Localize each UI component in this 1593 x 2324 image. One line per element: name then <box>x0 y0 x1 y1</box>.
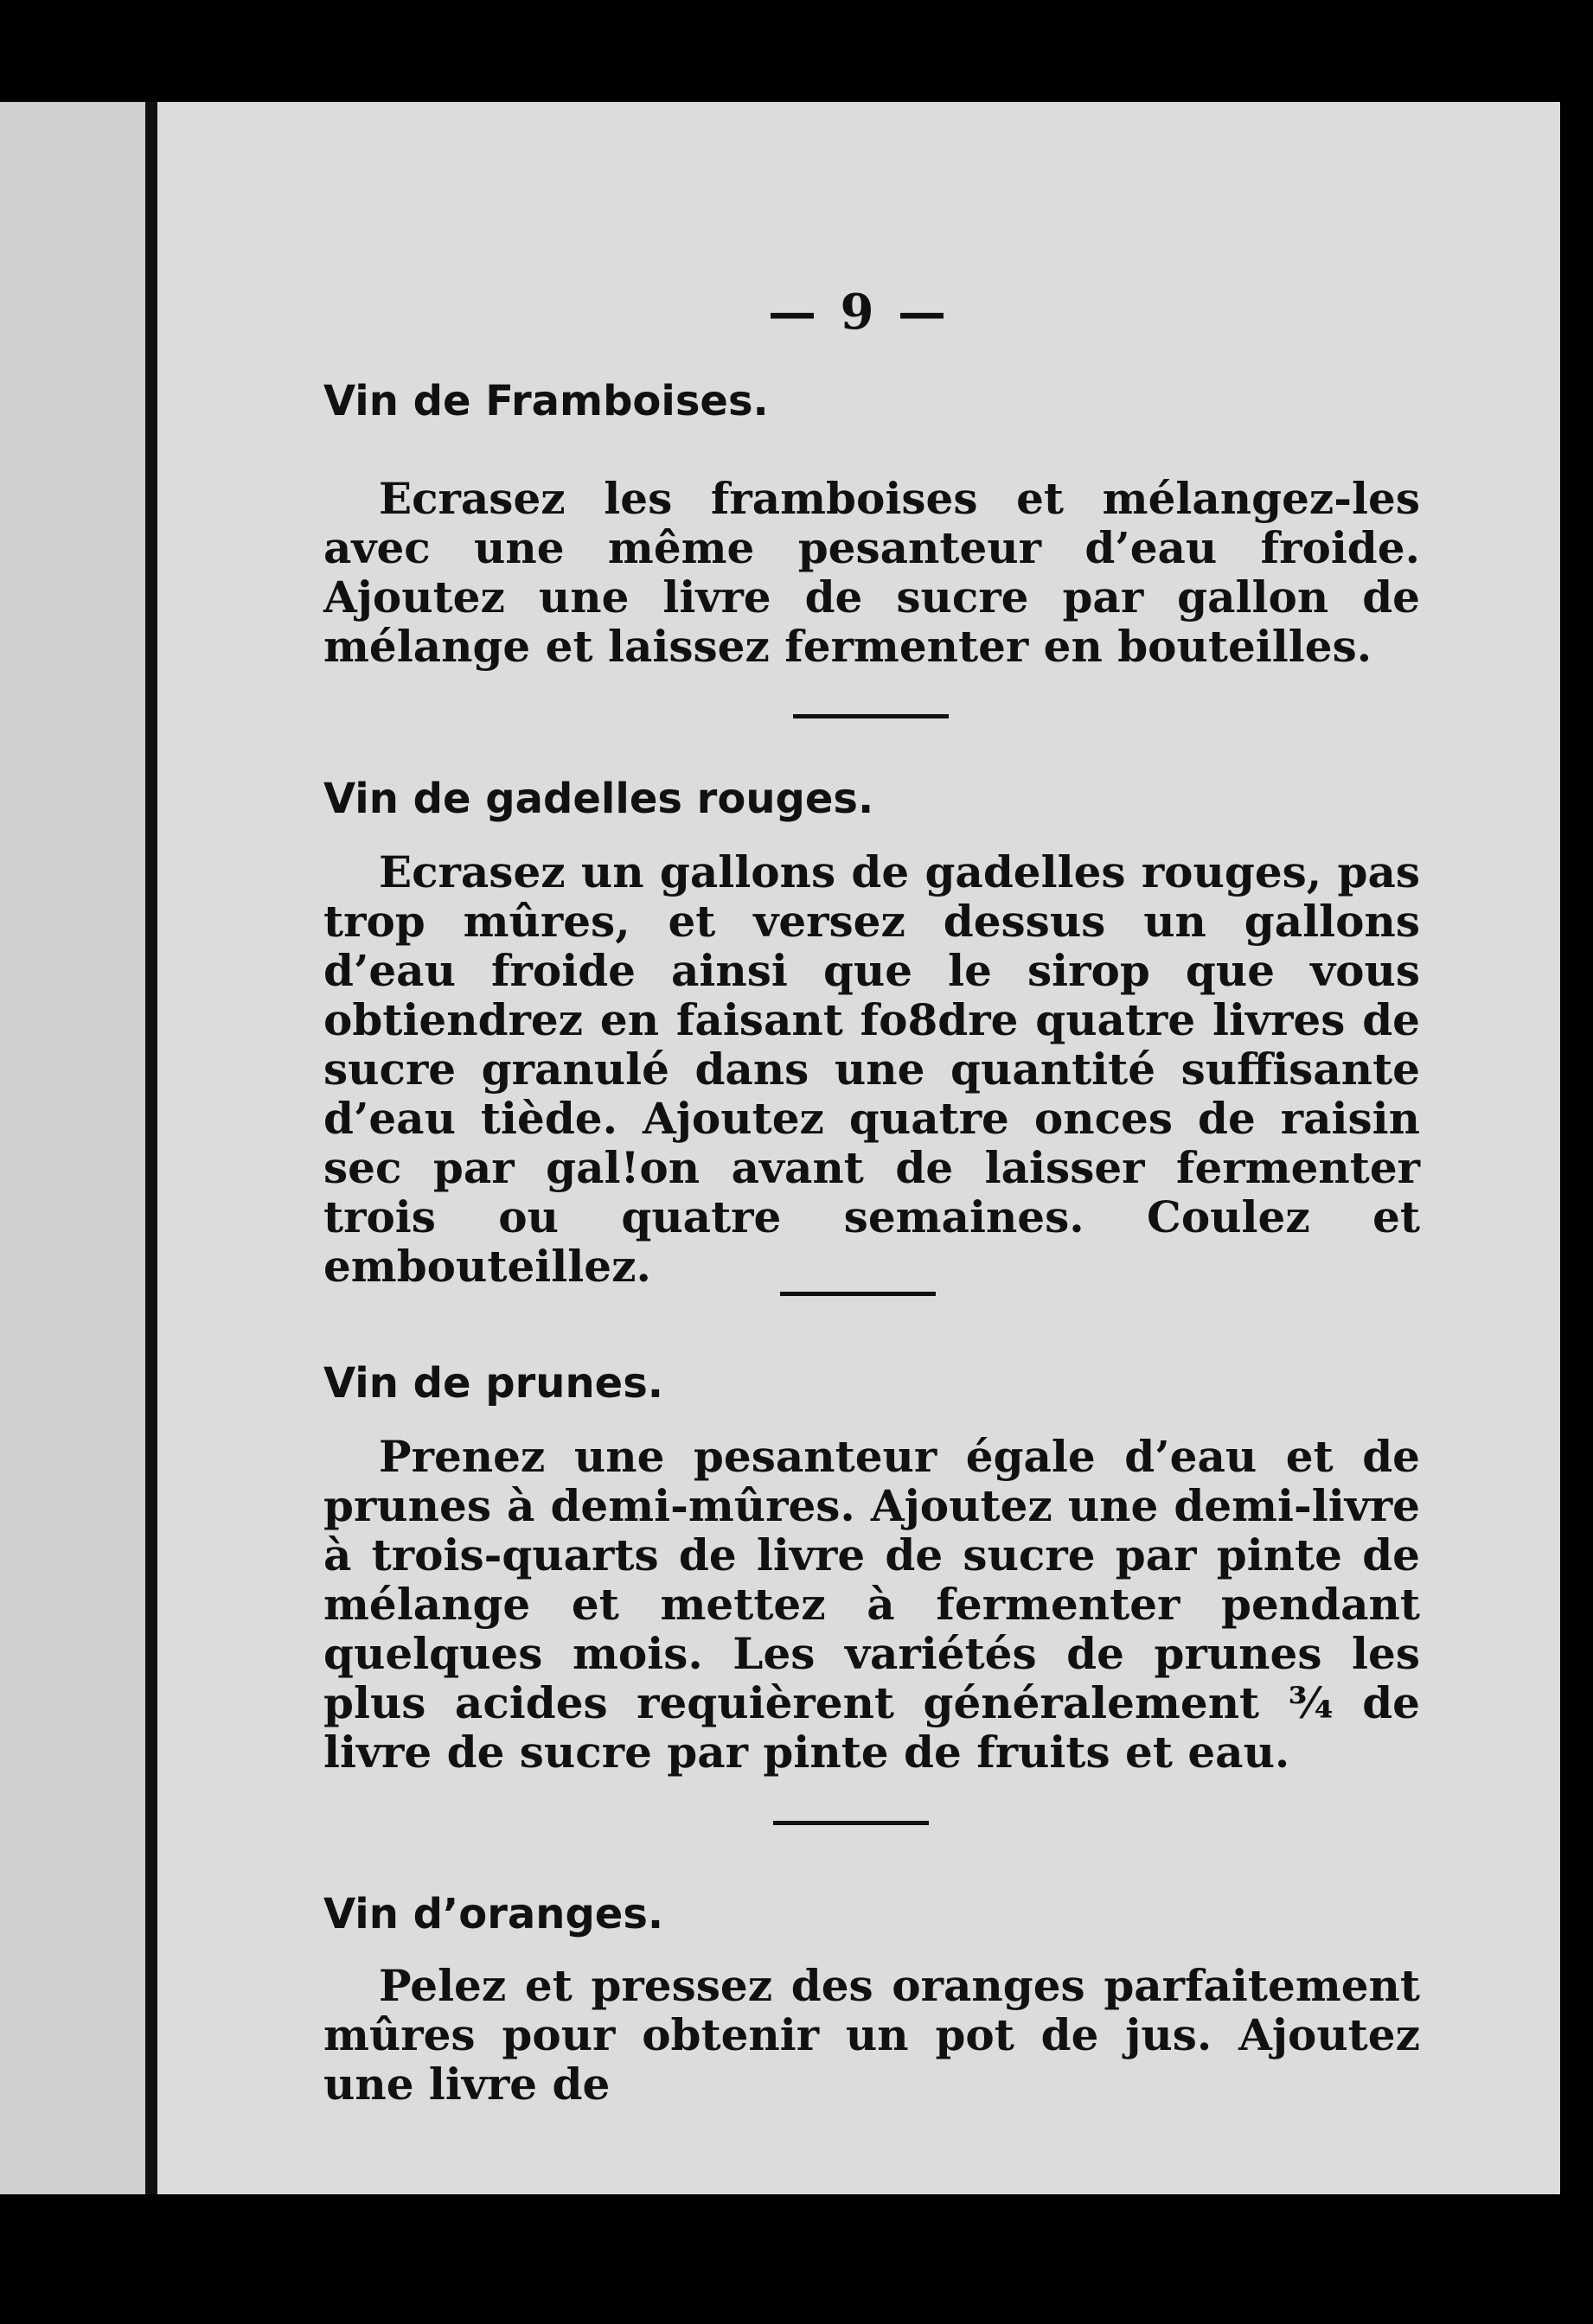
book-page <box>157 102 1560 2194</box>
section-divider <box>780 1292 936 1296</box>
page-number: — 9 — <box>768 284 950 341</box>
page-binding <box>145 102 157 2194</box>
section-divider <box>773 1821 929 1825</box>
recipe-body-oranges <box>323 1961 1420 2109</box>
recipe-title-oranges: Vin d’oranges. <box>323 1890 664 1938</box>
recipe-title-framboises: Vin de Framboises. <box>323 377 769 425</box>
section-divider <box>793 714 949 718</box>
recipe-text-prunes: Prenez une pesanteur égale d’eau et de prunes à demi-mûres. Ajoutez une demi-livre à trois-quarts de livre de sucre par pinte de mélange et mettez à fermenter pendant quelques mois. Les variétés de prunes les plus acides requièrent généralement ¾ de livre de sucre par pinte de fruits et eau. <box>323 1431 1420 1778</box>
recipe-body-gadelles <box>323 847 1420 1291</box>
recipe-title-prunes: Vin de prunes. <box>323 1359 663 1408</box>
recipe-text-framboises: Ecrasez les framboises et mélangez-les avec une même pesanteur d’eau froide. Ajoutez une livre de sucre par gallon de mélange et laissez fermenter en bouteilles. <box>323 473 1420 672</box>
recipe-title-gadelles: Vin de gadelles rouges. <box>323 775 874 823</box>
recipe-text-gadelles: Ecrasez un gallons de gadelles rouges, pas trop mûres, et versez dessus un gallons d’eau froide ainsi que le sirop que vous obtiendrez en faisant fo8dre quatre livres de sucre granulé dans une quantité suffisante d’eau tiède. Ajoutez quatre onces de raisin sec par gal!on avant de laisser fermenter trois ou quatre semaines. Coulez et embouteillez. <box>323 846 1420 1292</box>
facing-page-edge <box>0 102 149 2194</box>
recipe-body-framboises <box>323 474 1420 671</box>
recipe-body-prunes <box>323 1432 1420 1777</box>
recipe-text-oranges: Pelez et pressez des oranges parfaitement mûres pour obtenir un pot de jus. Ajoutez une livre de <box>323 1960 1420 2110</box>
